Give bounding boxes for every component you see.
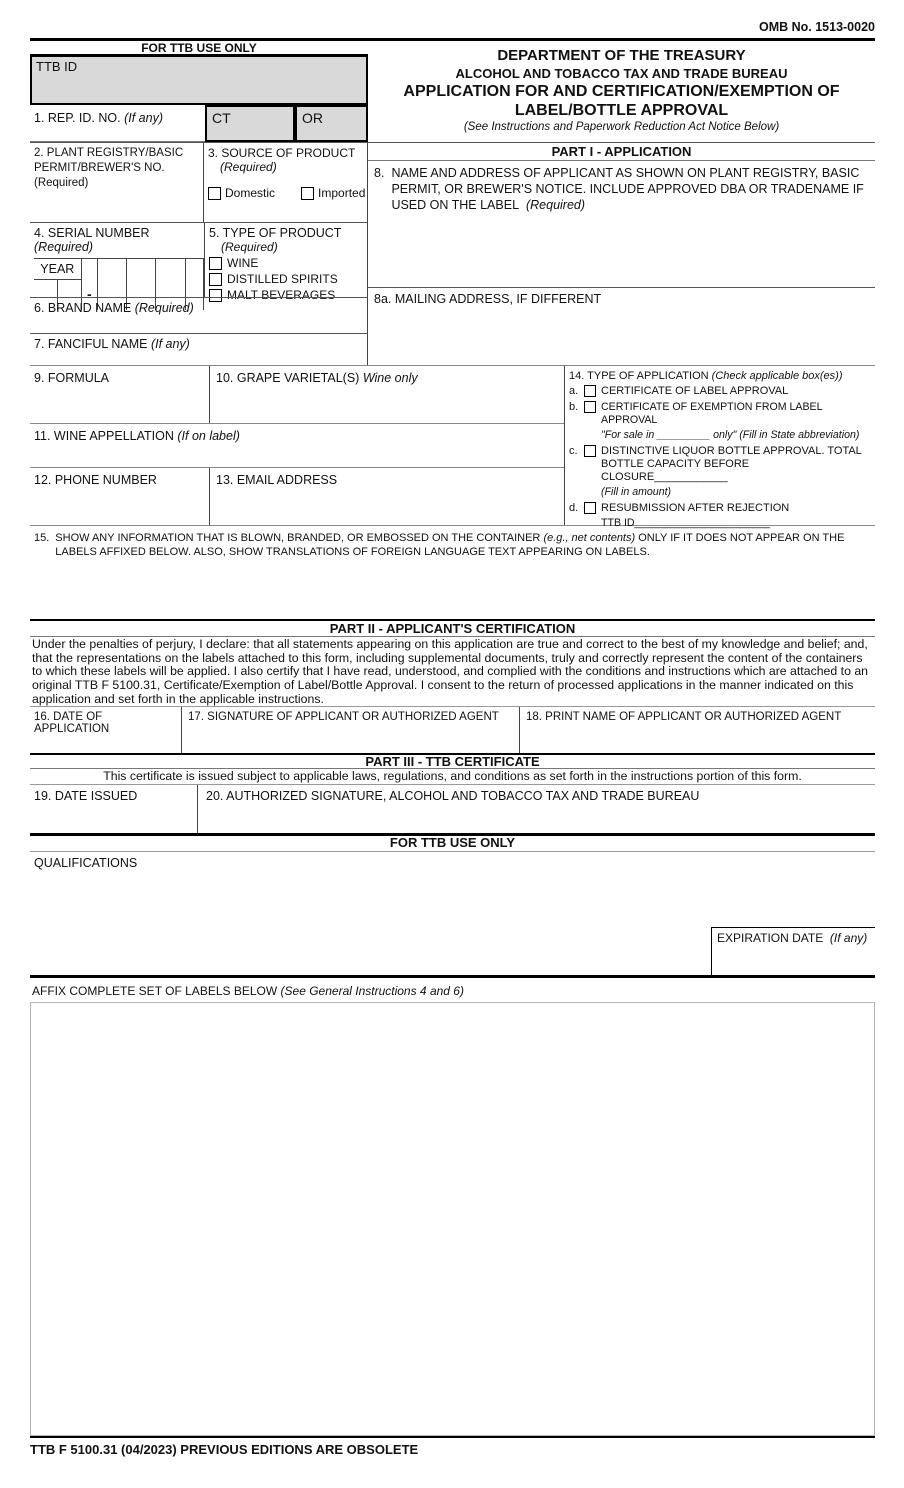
- field-19-date-issued[interactable]: 19. DATE ISSUED: [34, 789, 138, 803]
- part1-middle-left: [30, 366, 565, 525]
- certificate-issued-text: This certificate is issued subject to applicable laws, regulations, and conditions as set forth in the instructions portion of this form.: [30, 769, 875, 785]
- field-14-title: [569, 370, 873, 382]
- ttb-id-label: TTB ID: [36, 59, 78, 74]
- field-12-label: 12. PHONE NUMBER: [34, 473, 157, 488]
- expiration-date-label: EXPIRATION DATE: [717, 931, 824, 945]
- malt-beverages-label: MALT BEVERAGES: [227, 288, 336, 303]
- wine-option: [209, 256, 363, 270]
- row-4-5: [30, 222, 367, 303]
- item-a-letter: a.: [569, 385, 579, 397]
- field-1-rep-id[interactable]: [30, 105, 205, 142]
- header-left: [30, 41, 368, 142]
- field-8a-mailing-address[interactable]: [368, 287, 875, 365]
- field-2-label: 2. PLANT REGISTRY/BASIC PERMIT/BREWER'S NO. (Required): [34, 147, 184, 189]
- field-13-email-address[interactable]: [210, 468, 564, 525]
- field-15-text: SHOW ANY INFORMATION THAT IS BLOWN, BRANDED, OR EMBOSSED ON THE CONTAINER (e.g., net contents) ONLY IF IT DOES NOT APPEAR ON THE LABELS AFFIXED BELOW. ALSO, SHOW TRANSLATIONS OF FOREIGN LANGUAGE TEXT APPEARING ON LABELS.: [55, 532, 845, 558]
- year-label: YEAR: [34, 259, 81, 280]
- ttb-id-field[interactable]: [30, 55, 368, 105]
- item-d-ttb-id-blank[interactable]: TTB ID_______________________: [601, 517, 771, 529]
- field-1-label: 1. REP. ID. NO.: [34, 111, 121, 125]
- certificate-of-exemption-checkbox[interactable]: [584, 401, 596, 413]
- domestic-checkbox[interactable]: [208, 187, 221, 200]
- field-10-grape-varietals[interactable]: [210, 366, 564, 423]
- ct-field[interactable]: [205, 105, 295, 142]
- department-title: DEPARTMENT OF THE TREASURY: [497, 47, 746, 64]
- labels-affix-area[interactable]: [30, 1002, 875, 1436]
- field-6-brand-name[interactable]: [30, 297, 367, 333]
- item-b-letter: b.: [569, 401, 579, 413]
- field-6-note: (Required): [134, 301, 194, 316]
- for-ttb-use-only-heading: FOR TTB USE ONLY: [30, 41, 368, 55]
- field-7-label: 7. FANCIFUL NAME: [34, 337, 148, 352]
- source-options: [208, 186, 366, 200]
- domestic-option: [208, 186, 275, 200]
- item-d-text: RESUBMISSION AFTER REJECTION: [601, 502, 790, 514]
- row-2-3: [30, 143, 367, 222]
- field-8-number: 8.: [374, 166, 385, 180]
- item-a-text: CERTIFICATE OF LABEL APPROVAL: [601, 385, 789, 397]
- field-10-note: Wine only: [362, 371, 418, 385]
- domestic-label: Domestic: [225, 186, 276, 200]
- field-4-serial-number: [30, 223, 205, 303]
- ct-label: CT: [212, 110, 231, 126]
- field-3-note: (Required): [220, 160, 277, 174]
- application-type-b: [569, 401, 873, 427]
- item-d-letter: d.: [569, 502, 579, 514]
- item-c-text: DISTINCTIVE LIQUOR BOTTLE APPROVAL. TOTAL BOTTLE CAPACITY BEFORE CLOSURE____________: [601, 445, 862, 483]
- expiration-date-field[interactable]: [711, 927, 875, 975]
- field-5-note: (Required): [221, 240, 278, 255]
- affix-note: (See General Instructions 4 and 6): [280, 984, 464, 998]
- affix-label: AFFIX COMPLETE SET OF LABELS BELOW: [32, 984, 278, 998]
- resubmission-after-rejection-checkbox[interactable]: [584, 502, 596, 514]
- form-title-line2: LABEL/BOTTLE APPROVAL: [514, 102, 729, 119]
- item-b-text: CERTIFICATE OF EXEMPTION FROM LABEL APPROVAL: [601, 401, 823, 426]
- field-5-label: 5. TYPE OF PRODUCT: [209, 226, 342, 241]
- field-20-authorized-signature[interactable]: 20. AUTHORIZED SIGNATURE, ALCOHOL AND TOBACCO TAX AND TRADE BUREAU: [197, 785, 875, 833]
- field-17-signature[interactable]: 17. SIGNATURE OF APPLICANT OR AUTHORIZED AGENT: [181, 707, 520, 753]
- field-5-type-of-product: [205, 223, 367, 303]
- field-14-type-of-application: [565, 366, 875, 529]
- for-ttb-use-only-heading-2: FOR TTB USE ONLY: [30, 836, 875, 852]
- omb-number: OMB No. 1513-0020: [758, 20, 875, 34]
- field-3-source-of-product: [204, 143, 367, 222]
- item-b-fill-in[interactable]: "For sale in _________ only" (Fill in State abbreviation): [601, 429, 860, 441]
- field-8-label: NAME AND ADDRESS OF APPLICANT AS SHOWN ON PLANT REGISTRY, BASIC PERMIT, OR BREWER'S NOTICE. INCLUDE APPROVED DBA OR TRADENAME IF USED ON THE LABEL (Required): [391, 166, 864, 212]
- distinctive-bottle-approval-checkbox[interactable]: [584, 445, 596, 457]
- item-c-fill-in[interactable]: (Fill in amount): [601, 486, 672, 498]
- bureau-title: ALCOHOL AND TOBACCO TAX AND TRADE BUREAU: [455, 66, 788, 81]
- field-8-applicant-name-address[interactable]: [368, 161, 875, 287]
- part1-middle: [30, 365, 875, 529]
- field-11-label: 11. WINE APPELLATION: [34, 428, 174, 443]
- certification-text: Under the penalties of perjury, I declare: that all statements appearing on this application are true and correct to the best of my knowledge and belief; and, that the representations on the labels attached to this form, including supplemental documents, truly and correctly represent the content of the containers to which these labels will be applied. I also certify that I have read, understood, and complied with the conditions and instructions which are attached to an original TTB F 5100.31, Certificate/Exemption of Label/Bottle Approval. I consent to the return of processed applications in the manner indicated on this application and set forth in the applicable instructions.: [32, 637, 868, 706]
- field-11-note: (If on label): [177, 428, 240, 443]
- field-14-label: 14. TYPE OF APPLICATION: [569, 370, 709, 382]
- field-11-wine-appellation[interactable]: [30, 423, 564, 468]
- field-12-phone-number[interactable]: [30, 468, 210, 525]
- field-2-plant-registry[interactable]: [30, 143, 204, 222]
- field-4-label: 4. SERIAL NUMBER: [34, 226, 150, 241]
- form-number-footer: TTB F 5100.31 (04/2023) PREVIOUS EDITIONS ARE OBSOLETE: [30, 1442, 419, 1457]
- part1-upper: [30, 142, 875, 365]
- distilled-spirits-label: DISTILLED SPIRITS: [227, 272, 338, 287]
- field-7-note: (If any): [150, 337, 190, 352]
- field-10-label: 10. GRAPE VARIETAL(S): [216, 371, 360, 385]
- qualifications-field[interactable]: [30, 852, 875, 927]
- field-7-fanciful-name[interactable]: [30, 333, 367, 365]
- distilled-spirits-checkbox[interactable]: [209, 273, 222, 286]
- serial-separator: -: [81, 259, 98, 310]
- header-right: [368, 41, 875, 142]
- field-15-blown-info[interactable]: [30, 525, 875, 619]
- header-row: [30, 41, 875, 142]
- field-18-print-name[interactable]: 18. PRINT NAME OF APPLICANT OR AUTHORIZED AGENT: [526, 711, 842, 723]
- application-type-c: [569, 445, 873, 484]
- affix-heading: [30, 978, 875, 1002]
- field-3-label: 3. SOURCE OF PRODUCT: [208, 146, 356, 160]
- item-c-letter: c.: [569, 445, 578, 457]
- row-12-13: [30, 467, 564, 525]
- imported-label: Imported: [318, 186, 366, 200]
- field-1-note: (If any): [124, 111, 163, 125]
- qualifications-label: QUALIFICATIONS: [34, 856, 138, 870]
- part2-heading: PART II - APPLICANT'S CERTIFICATION: [30, 621, 875, 637]
- part1-left-column: [30, 143, 368, 365]
- field-6-label: 6. BRAND NAME: [34, 301, 132, 316]
- imported-option: [301, 186, 365, 200]
- wine-checkbox[interactable]: [209, 257, 222, 270]
- expiration-date-note: (If any): [829, 931, 868, 945]
- field-8a-label: 8a. MAILING ADDRESS, IF DIFFERENT: [374, 292, 602, 307]
- part3-heading: PART III - TTB CERTIFICATE: [30, 755, 875, 769]
- field-16-date-of-application[interactable]: 16. DATE OF APPLICATION: [34, 711, 110, 735]
- field-9-formula[interactable]: [30, 366, 210, 423]
- or-field[interactable]: [295, 105, 368, 142]
- field-8-note: (Required): [525, 198, 586, 212]
- form-subtitle: (See Instructions and Paperwork Reduction Act Notice Below): [463, 121, 780, 133]
- row-16-17-18: [30, 706, 875, 753]
- form-title-line1: APPLICATION FOR AND CERTIFICATION/EXEMPTION OF: [403, 83, 840, 100]
- field-9-label: 9. FORMULA: [34, 371, 110, 385]
- row-19-20: [30, 785, 875, 833]
- certificate-of-label-approval-checkbox[interactable]: [584, 385, 596, 397]
- part1-heading: PART I - APPLICATION: [368, 143, 875, 161]
- imported-checkbox[interactable]: [301, 187, 314, 200]
- field-14-note: (Check applicable box(es)): [711, 370, 843, 382]
- rep-id-row: [30, 105, 368, 142]
- field-13-label: 13. EMAIL ADDRESS: [216, 473, 338, 488]
- field-15-number: 15.: [34, 532, 50, 544]
- form-body: [30, 20, 875, 1457]
- field-4-note: (Required): [34, 240, 94, 255]
- application-type-d: [569, 502, 873, 515]
- distilled-spirits-option: [209, 272, 363, 286]
- row-9-10: [30, 366, 564, 423]
- or-label: OR: [302, 110, 323, 126]
- application-type-a: [569, 385, 873, 398]
- part1-right-column: [368, 143, 875, 365]
- wine-label: WINE: [227, 256, 259, 271]
